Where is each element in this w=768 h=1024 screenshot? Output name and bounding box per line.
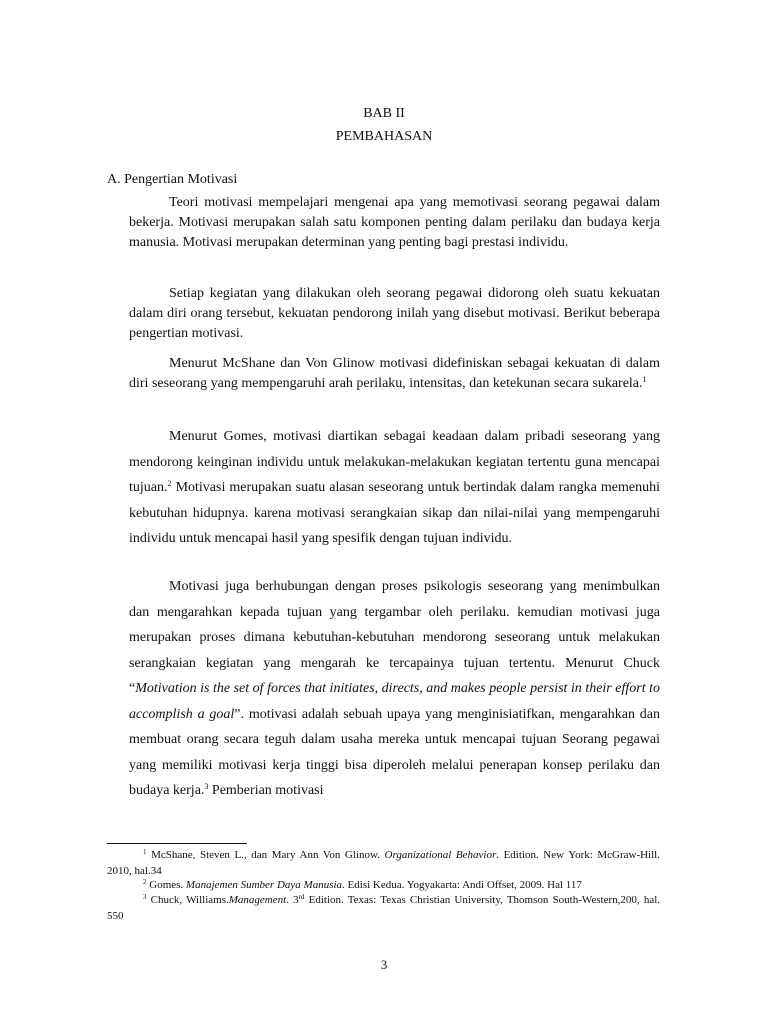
section-heading: A. Pengertian Motivasi — [107, 172, 238, 187]
paragraph-5-text-a: Motivasi juga berhubungan dengan proses psikologis seseorang yang menimbulkan dan mengarahkan kepada tujuan yang tergambar oleh perilaku. kemudian motivasi juga merupakan proses dimana kebutuhan-kebutuhan mendorong seseorang untuk melakukan serangkaian kegiatan yang mengarah ke tercapainya tujuan tertentu. Menurut Chuck “ — [129, 579, 660, 696]
page-number: 3 — [380, 957, 388, 972]
paragraph-3-text: Menurut McShane dan Von Glinow motivasi didefiniskan sebagai kekuatan di dalam diri seseorang yang mempengaruhi arah perilaku, intensitas, dan ketekunan secara sukarela. — [129, 356, 660, 391]
footnote-ref-2: 2 — [167, 479, 172, 488]
footnote-2-authors: Gomes. — [149, 879, 186, 891]
paragraph-2-text: Setiap kegiatan yang dilakukan oleh seorang pegawai didorong oleh suatu kekuatan dalam diri orang tersebut, kekuatan pendorong inilah yang disebut motivasi. Berikut beberapa pengertian motivasi. — [129, 286, 660, 341]
chapter-number: BAB II — [363, 106, 405, 121]
footnote-ref-1: 1 — [642, 375, 647, 384]
footnote-1 — [107, 847, 660, 879]
chuck-quote: Motivation is the set of forces that initiates, directs, and makes people persist in their effort to accomplish a goal — [129, 681, 660, 722]
footnote-1-title: Organizational Behavior — [384, 849, 497, 861]
footnote-3-authors: Chuck, Williams. — [150, 894, 229, 906]
footnote-2-details: . Edisi Kedua. Yogyakarta: Andi Offset, 2009. Hal 117 — [342, 879, 582, 891]
paragraph-4-text-b: Motivasi merupakan suatu alasan seseorang untuk bertindak dalam rangka memenuhi kebutuhan hidupnya. karena motivasi serangkaian sikap dan nilai-nilai yang mempengaruhi individu untuk mencapai hasil yang spesifik dengan tujuan individu. — [129, 480, 660, 546]
paragraph-1-text: Teori motivasi mempelajari mengenai apa yang memotivasi seorang pegawai dalam bekerja. Motivasi merupakan salah satu komponen penting dalam perilaku dan budaya kerja manusia. Motivasi merupakan determinan yang penting bagi prestasi individu. — [129, 195, 660, 250]
paragraph-1 — [129, 193, 660, 253]
footnote-ref-3: 3 — [204, 782, 209, 791]
footnote-divider — [107, 843, 247, 844]
footnote-2-title: Manajemen Sumber Daya Manusia — [185, 879, 343, 891]
paragraph-5-text-c: Pemberian motivasi — [208, 783, 324, 798]
footnote-3-details: Edition. Texas: Texas Christian University, Thomson South-Western,200, hal. 550 — [107, 894, 661, 922]
paragraph-5 — [129, 574, 660, 804]
paragraph-3 — [129, 354, 660, 394]
footnote-2-number: 2 — [143, 878, 147, 886]
paragraph-4 — [129, 424, 660, 552]
footnote-1-number: 1 — [143, 848, 147, 856]
footnote-3-number: 3 — [143, 893, 147, 901]
footnote-1-details: . Edition. New York: McGraw-Hill. 2010, hal.34 — [107, 849, 660, 877]
chapter-title: PEMBAHASAN — [335, 129, 433, 144]
footnote-2 — [107, 877, 660, 893]
paragraph-4-text-a: Menurut Gomes, motivasi diartikan sebagai keadaan dalam pribadi seseorang yang mendorong keinginan individu untuk melakukan-melakukan kegiatan tertentu guna mencapai tujuan. — [129, 429, 660, 495]
paragraph-2 — [129, 284, 660, 344]
footnote-3-edition: . 3 — [286, 894, 299, 906]
paragraph-5-text-b: ”. motivasi adalah sebuah upaya yang menginisiatifkan, mengarahkan dan membuat orang secara teguh dalam usaha mereka untuk mencapai tujuan Seorang pegawai yang memiliki motivasi kerja tinggi bisa diperoleh melalui penerapan konsep perilaku dan budaya kerja. — [129, 706, 661, 798]
footnote-3-title: Management — [228, 894, 287, 906]
footnote-3-ordinal: rd — [298, 893, 305, 901]
footnote-3 — [107, 892, 660, 924]
footnote-1-authors: McShane, Steven L., dan Mary Ann Von Glinow. — [151, 849, 385, 861]
